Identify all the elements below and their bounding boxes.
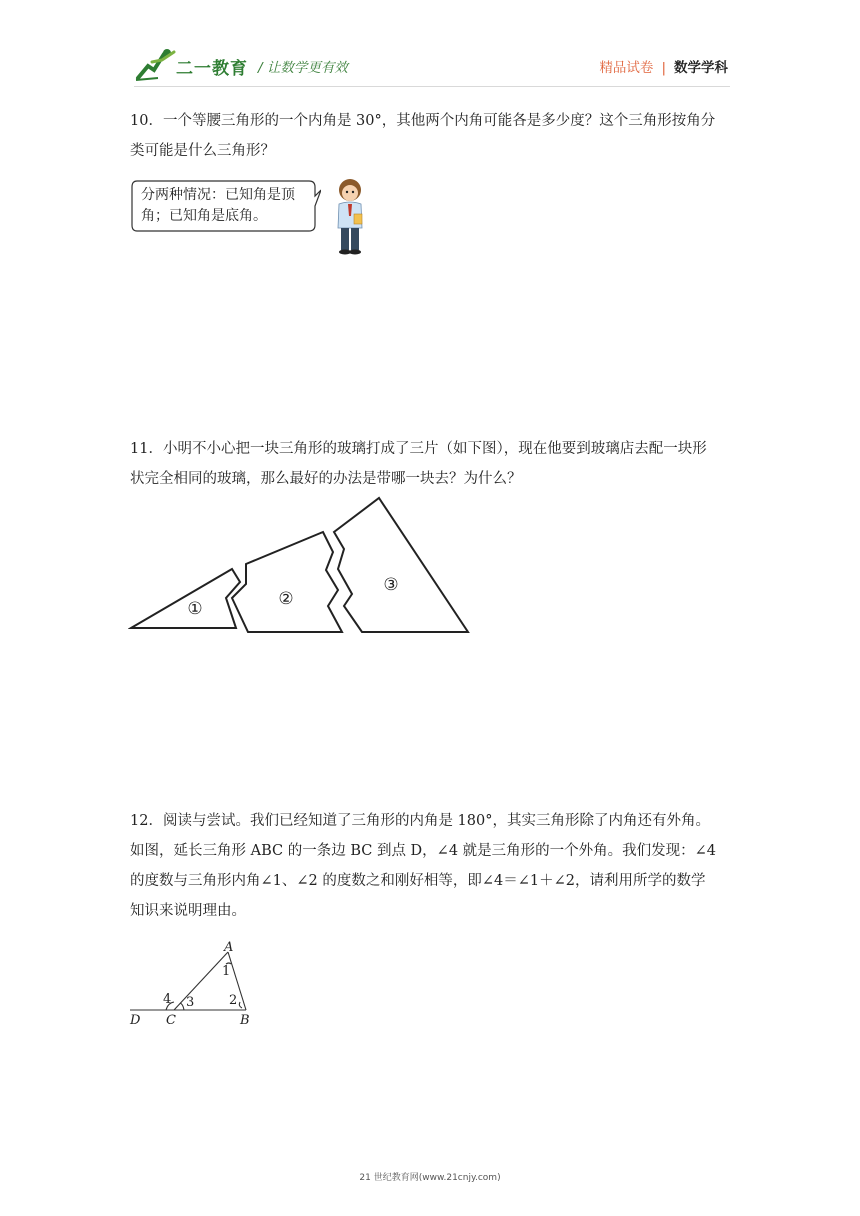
triangle-exterior-angle-figure — [128, 940, 258, 1030]
question-12 — [130, 806, 732, 926]
hint-text — [141, 185, 321, 227]
broken-glass-figure — [128, 494, 473, 634]
question-11 — [130, 434, 732, 494]
angle-4-label: 4 — [163, 992, 172, 1007]
vertex-b-label: B — [240, 1013, 250, 1028]
header-label-premium: 精品试卷 — [599, 60, 654, 76]
logo-runner-icon — [134, 48, 180, 82]
page-footer: 21 世纪教育网(www.21cnjy.com) — [359, 1173, 501, 1183]
glass-piece-1-label: ① — [187, 599, 203, 619]
vertex-a-label: A — [224, 940, 234, 955]
question-10 — [130, 106, 732, 166]
page-header — [0, 0, 860, 90]
glass-piece-2-label: ② — [278, 589, 294, 609]
brand-name: 二一教育 — [176, 59, 248, 79]
glass-piece-1 — [131, 569, 240, 628]
header-subject — [599, 56, 728, 76]
header-divider — [134, 86, 730, 87]
question-11-line-2: 状完全相同的玻璃，那么最好的办法是带哪一块去？为什么？ — [130, 471, 522, 487]
angle-3-label: 3 — [186, 995, 195, 1010]
hint-line-1: 分两种情况：已知角是顶 — [141, 187, 295, 203]
angle-2-arc — [239, 1002, 242, 1008]
question-10-line-1: 10．一个等腰三角形的一个内角是 30°，其他两个内角可能各是多少度？这个三角形按角分 — [130, 113, 716, 129]
glass-piece-3-label: ③ — [383, 575, 399, 595]
question-12-line-2: 如图，延长三角形 ABC 的一条边 BC 到点 D，∠4 就是三角形的一个外角。我们发现：∠4 — [130, 843, 717, 859]
side-ca — [174, 952, 231, 1010]
glass-piece-2 — [232, 532, 342, 632]
header-separator: | — [661, 60, 666, 76]
angle-2-label: 2 — [229, 993, 238, 1008]
angle-1-label: 1 — [222, 964, 231, 979]
question-12-line-1: 12．阅读与尝试。我们已经知道了三角形的内角是 180°，其实三角形除了内角还有外角。 — [130, 813, 710, 829]
glass-piece-3 — [334, 498, 468, 632]
header-label-subject: 数学学科 — [674, 60, 728, 76]
question-10-line-2: 类可能是什么三角形？ — [130, 143, 275, 159]
question-12-line-4: 知识来说明理由。 — [130, 903, 246, 919]
angle-3-arc — [180, 1003, 184, 1010]
brand-slogan: / 让数学更有效 — [258, 60, 348, 76]
hint-line-2: 角；已知角是底角。 — [141, 208, 267, 224]
vertex-d-label: D — [130, 1013, 141, 1028]
vertex-c-label: C — [166, 1013, 176, 1028]
question-12-line-3: 的度数与三角形内角∠1、∠2 的度数之和刚好相等，即∠4＝∠1＋∠2，请利用所学的数学 — [130, 873, 706, 889]
question-11-line-1: 11．小明不小心把一块三角形的玻璃打成了三片（如下图），现在他要到玻璃店去配一块形 — [130, 441, 707, 457]
teacher-cartoon-icon — [330, 176, 370, 256]
